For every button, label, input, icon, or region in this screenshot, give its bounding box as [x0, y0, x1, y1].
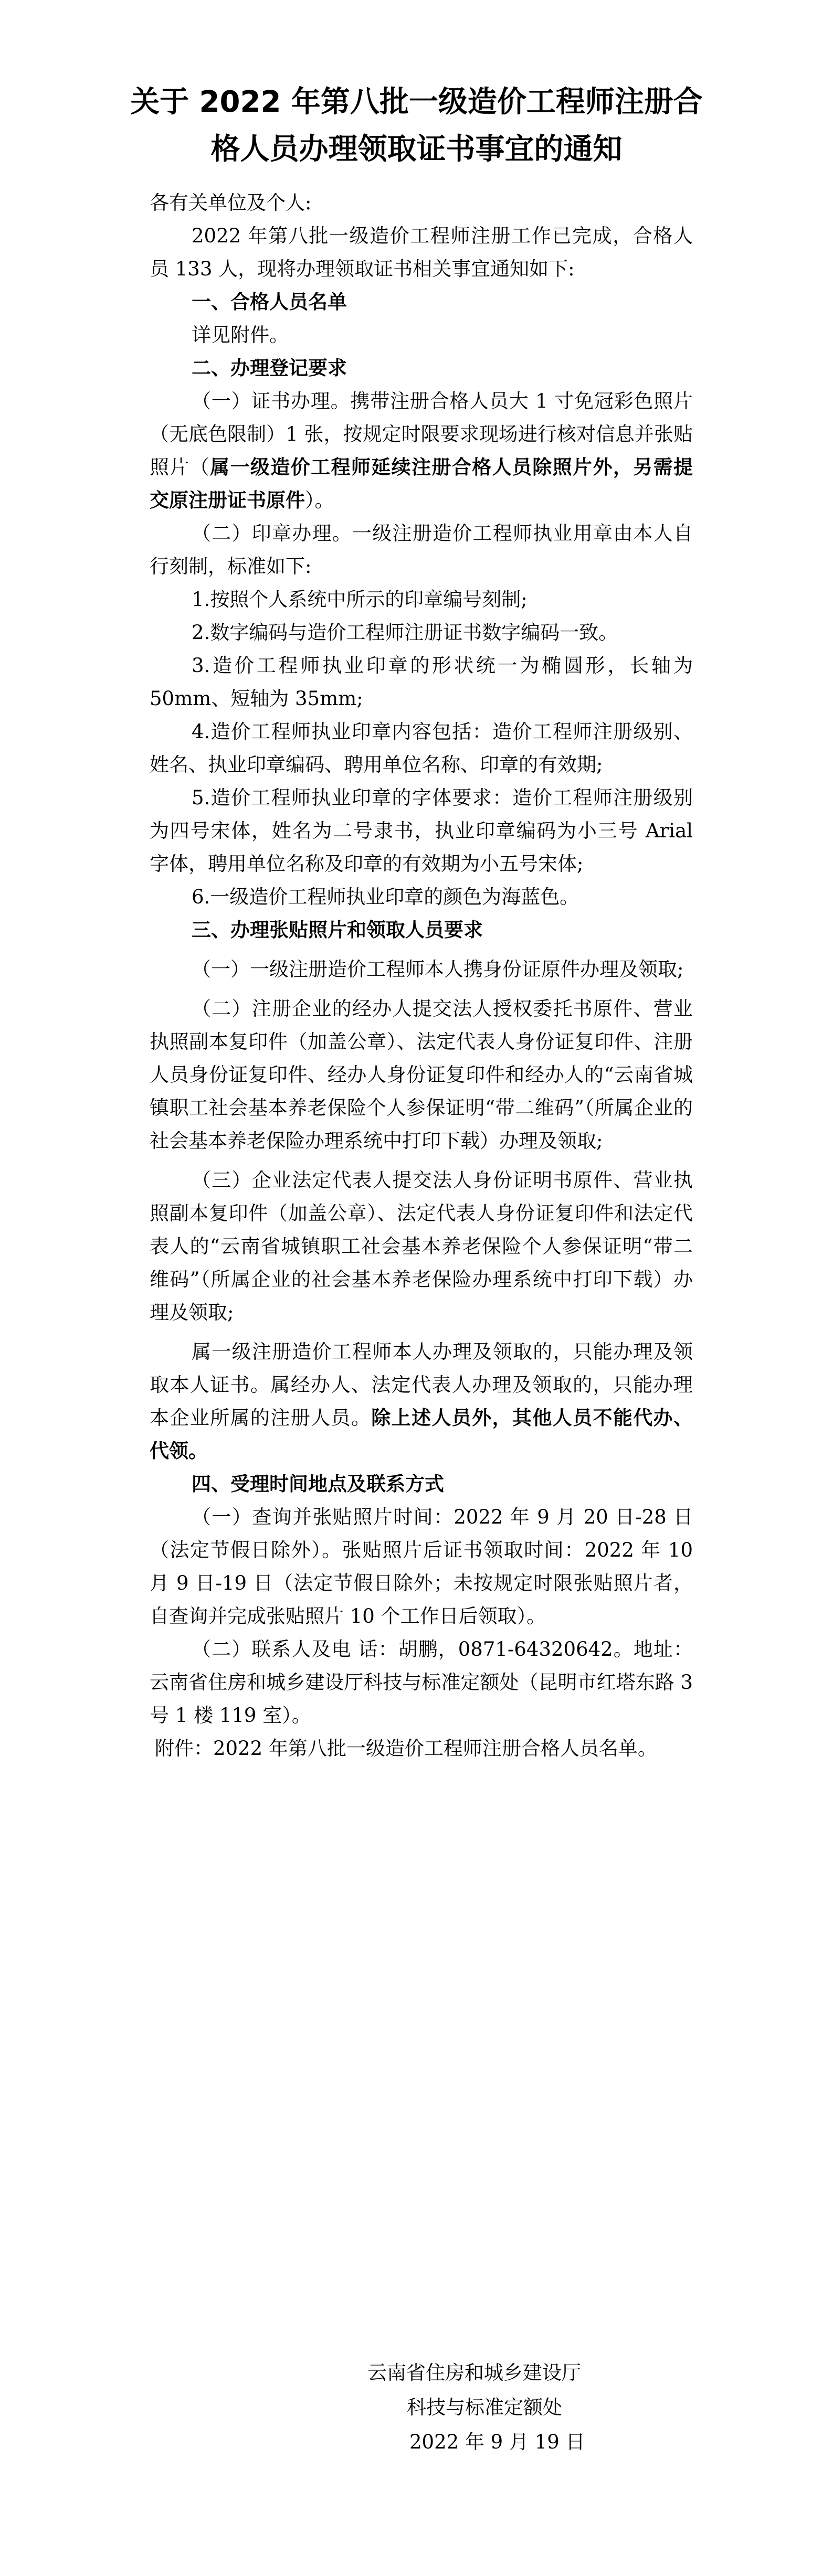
- section-4-heading: 四、受理时间地点及联系方式: [192, 1473, 444, 1495]
- section-3-item-2: （二）注册企业的经办人提交法人授权委托书原件、营业执照副本复印件（加盖公章）、法定代表人身份证复印件、注册人员身份证复印件、经办人身份证复印件和经办人的“云南省城镇职工社会基本养老保险个人参保证明“带二维码”（所属企业的社会基本养老保险办理系统中打印下载）办理及领取;: [150, 997, 693, 1152]
- section-3-item-3: （三）企业法定代表人提交法人身份证明书原件、营业执照副本复印件（加盖公章）、法定代表人身份证复印件和法定代表人的“云南省城镇职工社会基本养老保险个人参保证明“带二维码”（所属企业的社会基本养老保险办理系统中打印下载）办理及领取;: [150, 1169, 693, 1324]
- section-2-heading: 二、办理登记要求: [192, 357, 347, 379]
- seal-rule-5: 5.造价工程师执业印章的字体要求：造价工程师注册级别为四号宋体，姓名为二号隶书，执业印章编码为小三号 Arial 字体，聘用单位名称及印章的有效期为小五号宋体;: [150, 786, 693, 875]
- section-3-heading: 三、办理张贴照片和领取人员要求: [192, 919, 483, 941]
- section-2-item-1-end: ）。: [305, 489, 334, 512]
- salutation: 各有关单位及个人:: [150, 191, 312, 214]
- section-2-item-1-text: 携带注册合格人员大 1 寸免冠彩色照片（无底色限制）1 张，按规定时限要求现场进行核对信息并张贴照片（: [150, 390, 693, 478]
- signature-block: [367, 2356, 619, 2460]
- title-line-2: 格人员办理领取证书事宜的通知: [210, 132, 623, 166]
- attachment-note: 附件：2022 年第八批一级造价工程师注册合格人员名单。: [155, 1737, 657, 1760]
- seal-rule-3: 3.造价工程师执业印章的形状统一为椭圆形，长轴为 50mm、短轴为 35mm;: [150, 654, 693, 710]
- seal-rule-6: 6.一级造价工程师执业印章的颜色为海蓝色。: [192, 886, 579, 908]
- section-4-item-2: （二）联系人及电 话：胡鹏，0871-64320642。地址：云南省住房和城乡建设厅科技与标准定额处（昆明市红塔东路 3 号 1 楼 119 室）。: [150, 1638, 693, 1727]
- document-body: [150, 186, 693, 1765]
- document-title: [0, 79, 833, 173]
- section-2-item-2: [150, 517, 693, 583]
- seal-rule-1: 1.按照个人系统中所示的印章编号刻制;: [192, 588, 528, 611]
- signature-org-2: 科技与标准定额处: [407, 2396, 562, 2419]
- section-2-item-2-text: 一级注册造价工程师执业用章由本人自行刻制，标准如下:: [150, 522, 693, 578]
- signature-date: 2022 年 9 月 19 日: [409, 2431, 585, 2453]
- section-3-item-1: （一）一级注册造价工程师本人携身份证原件办理及领取;: [192, 958, 684, 981]
- section-2-item-2-label: （二）印章办理。: [192, 522, 352, 545]
- seal-rule-2: 2.数字编码与造价工程师注册证书数字编码一致。: [192, 621, 618, 644]
- section-3-note: [150, 1335, 693, 1467]
- intro-paragraph: 2022 年第八批一级造价工程师注册工作已完成，合格人员 133 人，现将办理领取证书相关事宜通知如下:: [150, 225, 693, 280]
- section-1-heading: 一、合格人员名单: [192, 291, 347, 313]
- section-3-note-bold: 除上述人员外，其他人员不能代办、代领。: [150, 1406, 693, 1462]
- section-2-item-1-bold: 属一级造价工程师延续注册合格人员除照片外，另需提交原注册证书原件: [150, 455, 693, 512]
- seal-rule-4: 4.造价工程师执业印章内容包括：造价工程师注册级别、姓名、执业印章编码、聘用单位名称、印章的有效期;: [150, 720, 693, 776]
- signature-org-1: 云南省住房和城乡建设厅: [367, 2361, 581, 2384]
- title-line-1: 关于 2022 年第八批一级造价工程师注册合: [130, 85, 703, 119]
- section-2-item-1-label: （一）证书办理。: [192, 390, 351, 412]
- section-3-note-text: 属一级注册造价工程师本人办理及领取的，只能办理及领取本人证书。属经办人、法定代表人办理及领取的，只能办理本企业所属的注册人员。: [150, 1340, 693, 1429]
- section-2-item-1: [150, 385, 693, 517]
- section-4-item-1: （一）查询并张贴照片时间：2022 年 9 月 20 日-28 日（法定节假日除外）。张贴照片后证书领取时间：2022 年 10 月 9 日-19 日（法定节假日除外；未按规定时限张贴照片者，自查询并完成张贴照片 10 个工作日后领取）。: [150, 1506, 693, 1627]
- section-1-text: 详见附件。: [192, 324, 289, 346]
